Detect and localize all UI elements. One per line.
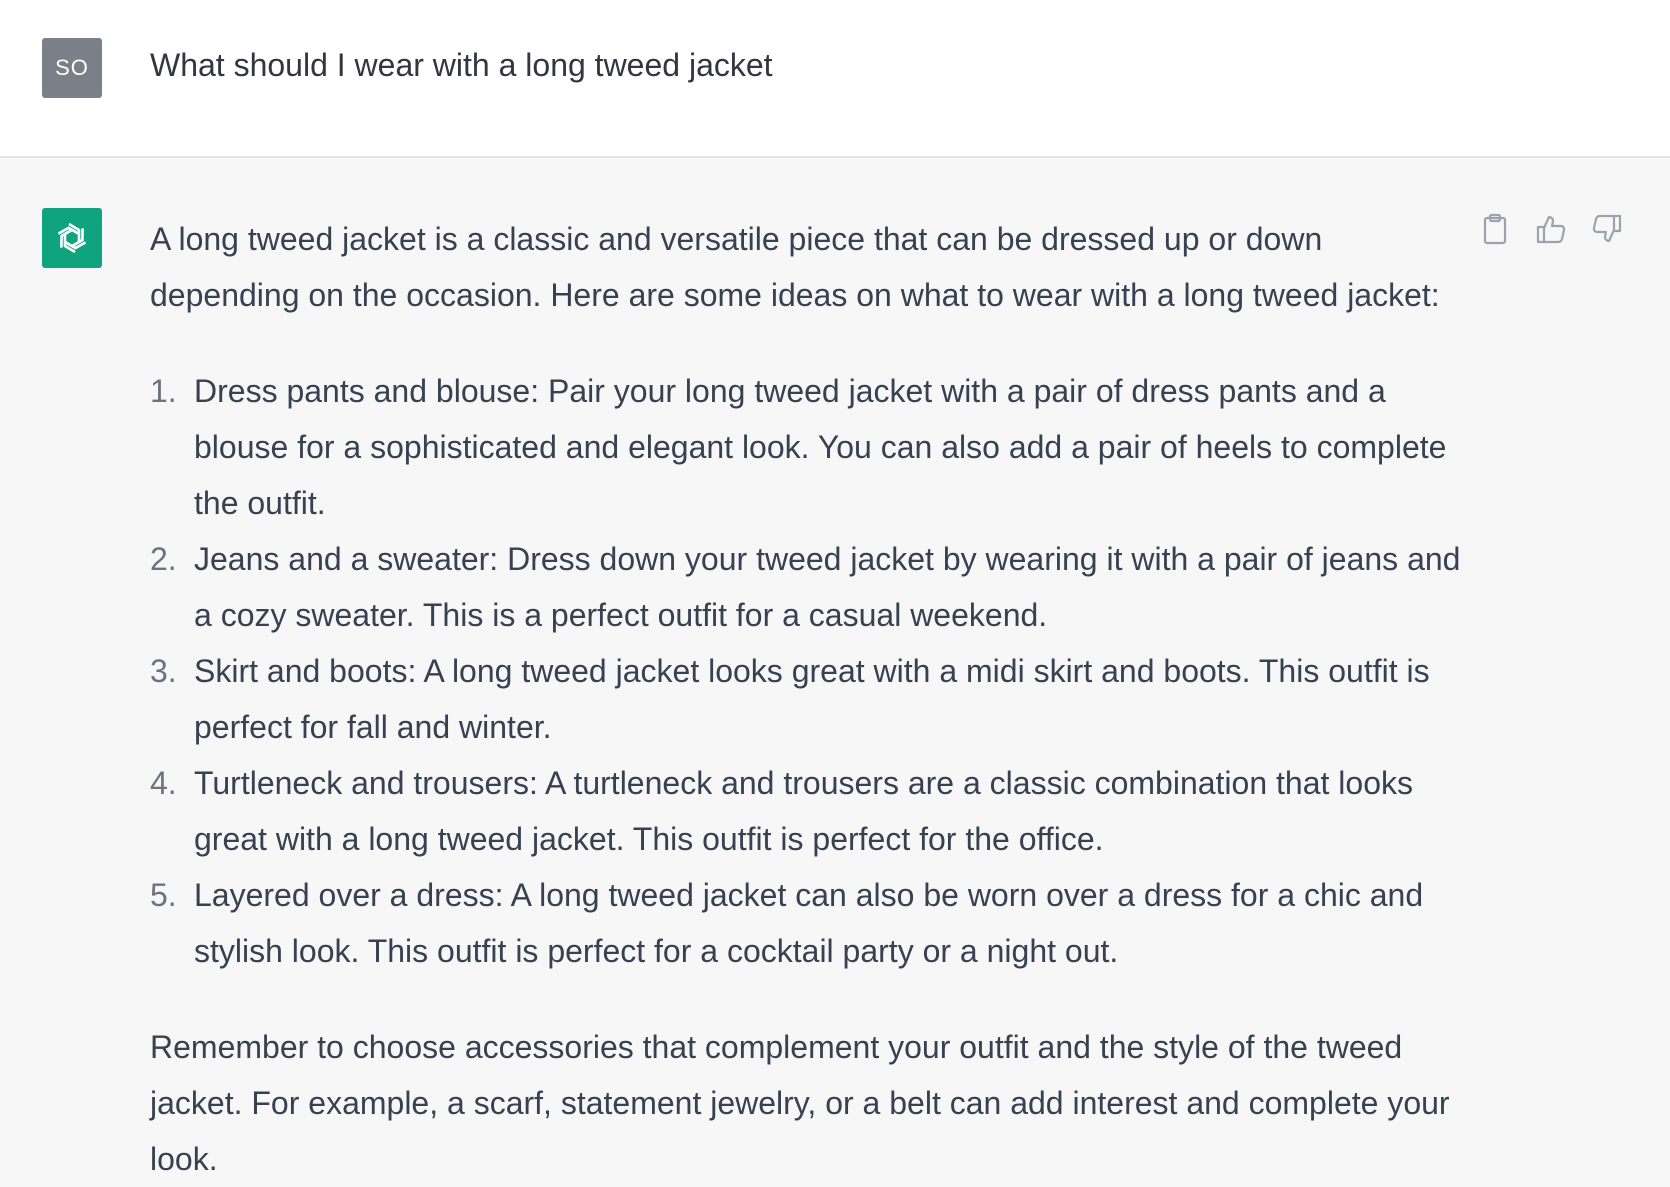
list-number: 1. (150, 373, 177, 409)
user-message-text: What should I wear with a long tweed jacket (150, 47, 773, 83)
assistant-avatar (42, 208, 102, 268)
list-item (150, 531, 1480, 643)
list-item-text: Skirt and boots: A long tweed jacket looks great with a midi skirt and boots. This outfit is perfect for fall and winter. (194, 653, 1430, 745)
list-number: 5. (150, 877, 177, 913)
list-number: 3. (150, 653, 177, 689)
list-item (150, 755, 1480, 867)
list-item (150, 363, 1480, 531)
list-number: 2. (150, 541, 177, 577)
list-item-text: Dress pants and blouse: Pair your long tweed jacket with a pair of dress pants and a blouse for a sophisticated and elegant look. You can also add a pair of heels to complete the outfit. (194, 373, 1447, 521)
list-item-text: Layered over a dress: A long tweed jacket can also be worn over a dress for a chic and stylish look. This outfit is perfect for a cocktail party or a night out. (194, 877, 1424, 969)
user-avatar: SO (42, 38, 102, 98)
list-number: 4. (150, 765, 177, 801)
copy-button[interactable] (1478, 212, 1512, 246)
list-item-text: Jeans and a sweater: Dress down your tweed jacket by wearing it with a pair of jeans and a cozy sweater. This is a perfect outfit for a casual weekend. (194, 541, 1461, 633)
thumbs-up-button[interactable] (1534, 212, 1568, 246)
clipboard-icon (1481, 213, 1509, 245)
assistant-intro: A long tweed jacket is a classic and versatile piece that can be dressed up or down depending on the occasion. Here are some ideas on what to wear with a long tweed jacket: (150, 221, 1440, 313)
list-item-text: Turtleneck and trousers: A turtleneck and trousers are a classic combination that looks great with a long tweed jacket. This outfit is perfect for the office. (194, 765, 1413, 857)
thumbs-down-button[interactable] (1590, 212, 1624, 246)
outfit-list (150, 363, 1480, 979)
list-item (150, 643, 1480, 755)
thumbs-down-icon (1591, 213, 1623, 245)
list-item (150, 867, 1480, 979)
assistant-closing: Remember to choose accessories that complement your outfit and the style of the tweed jacket. For example, a scarf, statement jewelry, or a belt can add interest and complete your look. (150, 1029, 1450, 1177)
openai-logo-icon (51, 217, 93, 259)
assistant-message-text (150, 211, 1480, 1187)
message-actions (1478, 212, 1624, 246)
user-message-row (0, 0, 1670, 158)
assistant-message-row (0, 158, 1670, 1177)
thumbs-up-icon (1535, 213, 1567, 245)
